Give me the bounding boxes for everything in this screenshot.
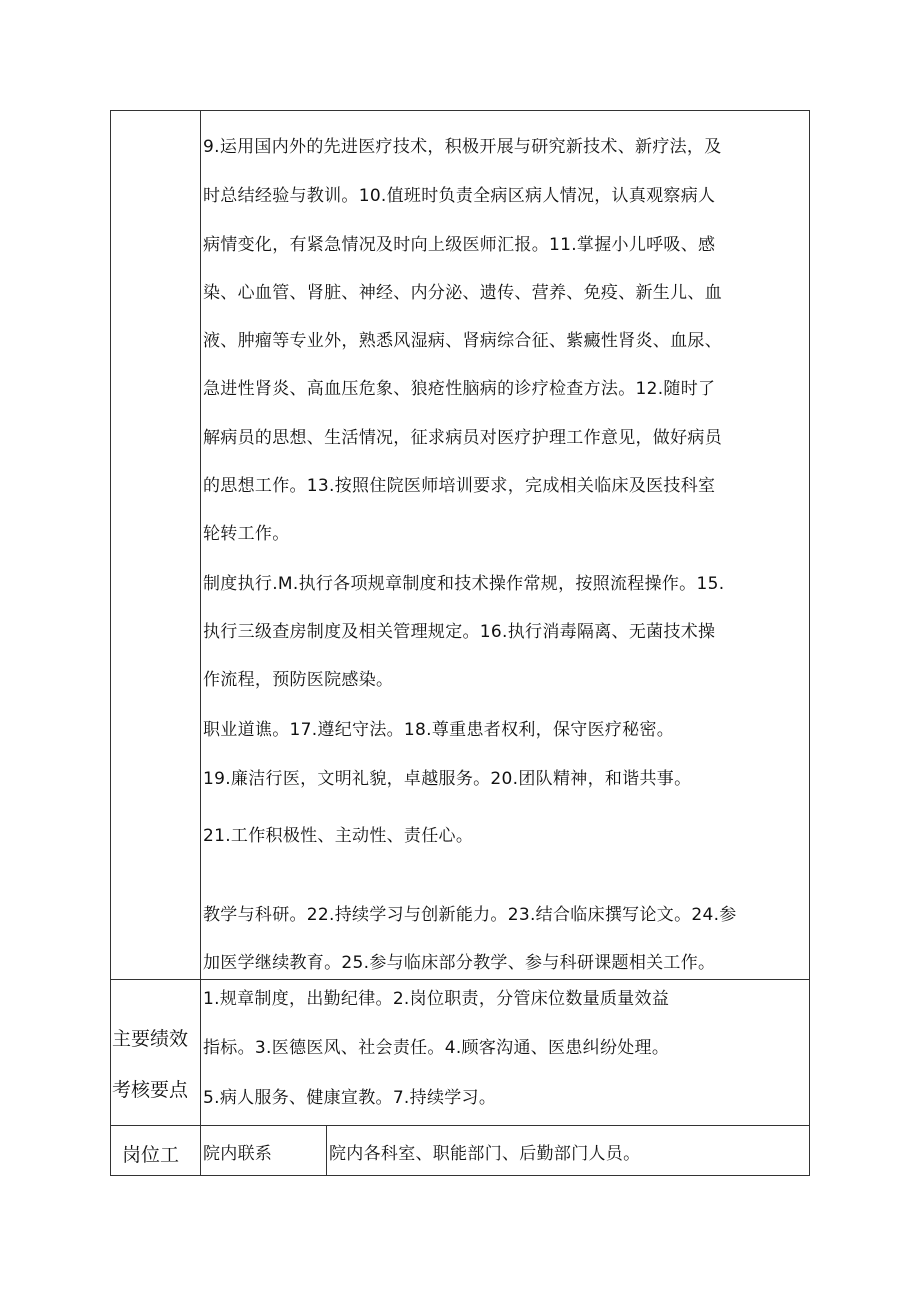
duty-line: 液、肿瘤等专业外，熟悉风湿病、肾病综合征、紫癜性肾炎、血尿、 xyxy=(203,331,722,351)
job-description-table xyxy=(110,110,810,1176)
duty-line: 时总结经验与教训。10.值班时负责全病区病人情况，认真观察病人 xyxy=(203,186,716,206)
performance-line: 1.规章制度，出勤纪律。2.岗位职责，分管床位数量质量效益 xyxy=(203,989,670,1009)
duty-line: 病情变化，有紧急情况及时向上级医师汇报。11.掌握小儿呼吸、感 xyxy=(203,235,716,255)
performance-label-line1: 主要绩效 xyxy=(112,1028,189,1050)
duty-line: 21.工作积极性、主动性、责任心。 xyxy=(203,826,474,846)
duty-line: 轮转工作。 xyxy=(203,524,290,544)
duty-line: 制度执行.M.执行各项规章制度和技术操作常规，按照流程操作。15. xyxy=(203,574,725,594)
performance-label-line2: 考核要点 xyxy=(112,1079,189,1101)
duty-line: 的思想工作。13.按照住院医师培训要求，完成相关临床及医技科室 xyxy=(203,476,716,496)
label-column-divider xyxy=(200,110,201,1176)
duty-line: 19.廉洁行医，文明礼貌，卓越服务。20.团队精神，和谐共事。 xyxy=(203,769,692,789)
table-border-bottom xyxy=(110,1175,810,1176)
duty-line: 染、心血管、肾脏、神经、内分泌、遗传、营养、免疫、新生儿、血 xyxy=(203,283,722,303)
duty-line: 解病员的思想、生活情况，征求病员对医疗护理工作意见，做好病员 xyxy=(203,428,722,448)
row-divider-performance xyxy=(110,979,810,980)
performance-line: 指标。3.医德医风、社会责任。4.顾客沟通、医患纠纷处理。 xyxy=(203,1038,670,1058)
contact-value: 院内各科室、职能部门、后勤部门人员。 xyxy=(329,1144,641,1164)
contact-column-divider xyxy=(326,1125,327,1176)
duty-line: 教学与科研。22.持续学习与创新能力。23.结合临床撰写论文。24.参 xyxy=(203,905,737,925)
duty-line: 急进性肾炎、高血压危象、狼疮性脑病的诊疗检查方法。12.随时了 xyxy=(203,379,716,399)
duty-line: 职业道谯。17.遵纪守法。18.尊重患者权利，保守医疗秘密。 xyxy=(203,720,675,740)
table-border-right xyxy=(809,110,810,1176)
duty-line: 作流程，预防医院感染。 xyxy=(203,670,394,690)
duty-line: 加医学继续教育。25.参与临床部分教学、参与科研课题相关工作。 xyxy=(203,953,716,973)
position-label: 岗位工 xyxy=(122,1144,180,1166)
contact-label: 院内联系 xyxy=(203,1144,273,1164)
duty-line: 9.运用国内外的先进医疗技术，积极开展与研究新技术、新疗法，及 xyxy=(203,137,722,157)
table-border-top xyxy=(110,110,810,111)
duty-line: 执行三级查房制度及相关管理规定。16.执行消毒隔离、无菌技术操 xyxy=(203,622,716,642)
table-border-left xyxy=(110,110,111,1176)
row-divider-position xyxy=(110,1125,810,1126)
performance-line: 5.病人服务、健康宣教。7.持续学习。 xyxy=(203,1088,497,1108)
